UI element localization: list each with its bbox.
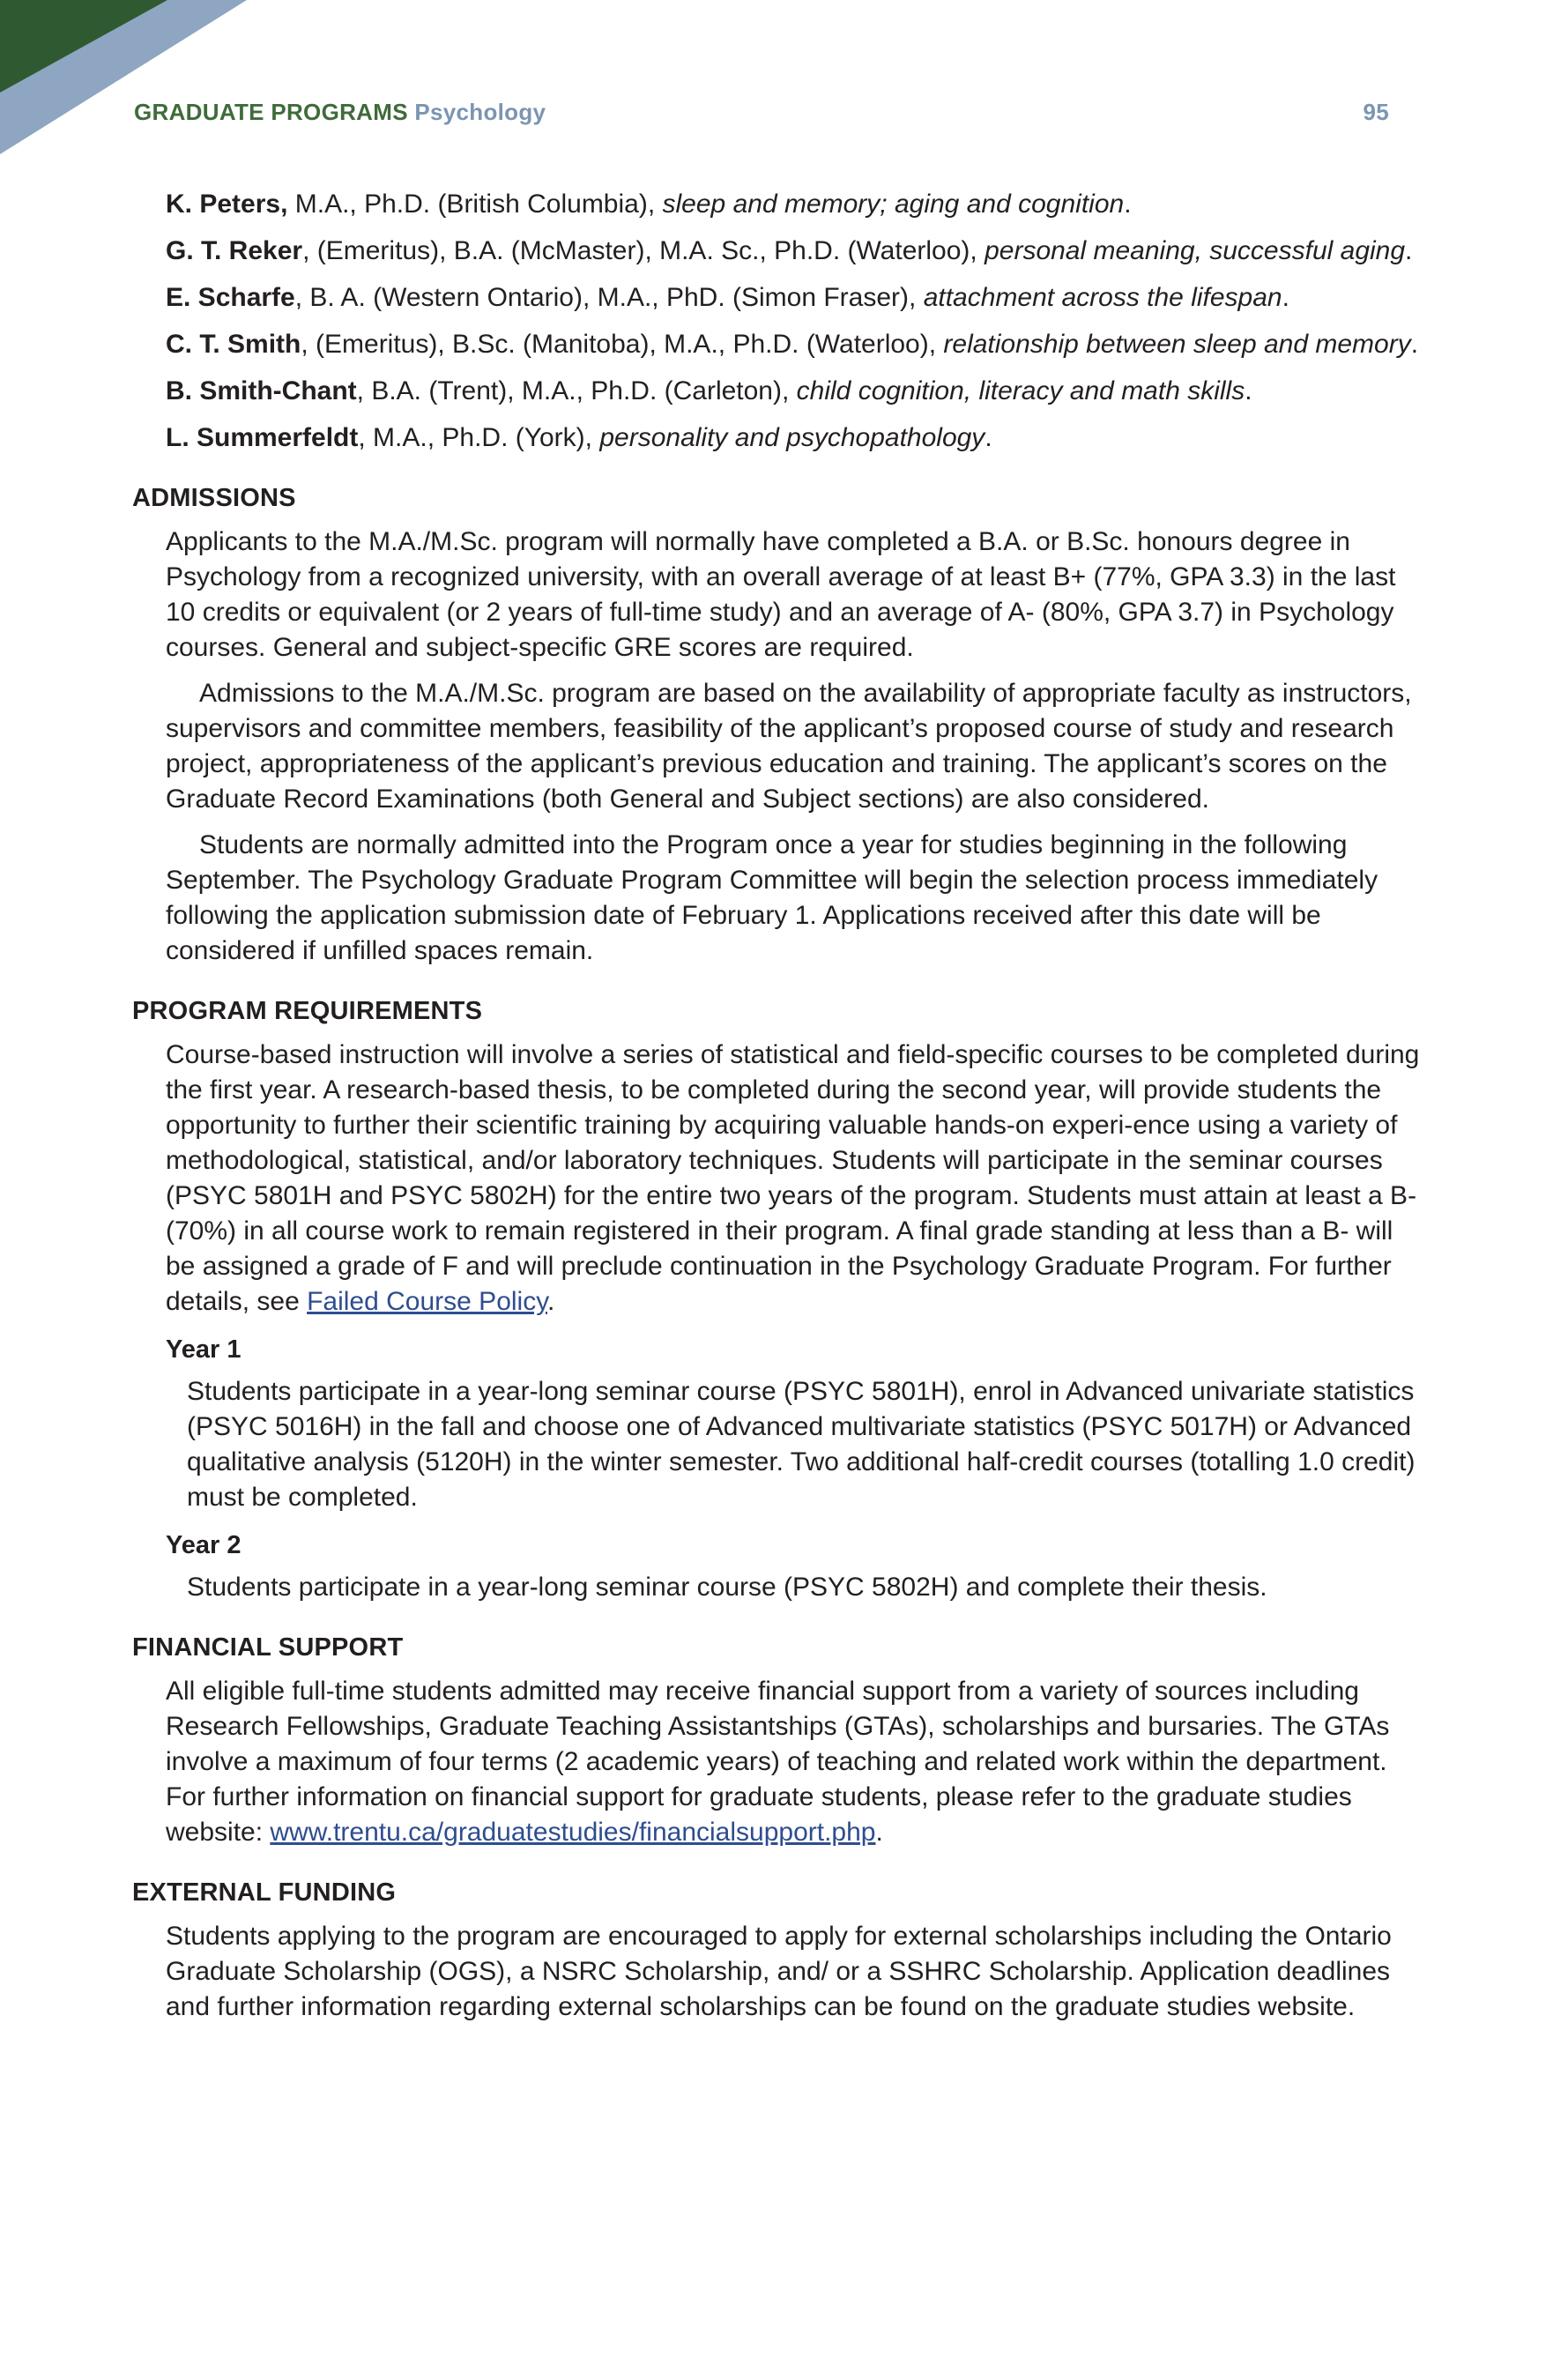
financial-support-heading: FINANCIAL SUPPORT bbox=[132, 1633, 404, 1662]
admissions-paragraph: Admissions to the M.A./M.Sc. program are based on the availability of appropriate faculty as instructors, supervisors and committee members, feasibility of the applicant’s proposed course of study and research project, appropriateness of the applicant’s previous education and training. The applicant’s scores on the Graduate Record Examinations (both General and Subject sections) are also considered. bbox=[166, 679, 1412, 814]
page-number: 95 bbox=[1363, 99, 1389, 125]
program-requirements-section bbox=[166, 1038, 1428, 1320]
year1-heading: Year 1 bbox=[166, 1335, 241, 1364]
admissions-paragraph: Students are normally admitted into the Program once a year for studies beginning in the following September. The Psychology Graduate Program Committee will begin the selection process immediately following the application submission date of February 1. Applications received after this date will be considered if unfilled spaces remain. bbox=[166, 830, 1378, 965]
year1-section bbox=[187, 1374, 1428, 1515]
page-content bbox=[132, 187, 1428, 2035]
faculty-name: G. T. Reker bbox=[166, 236, 303, 265]
year2-text: Students participate in a year-long seminar course (PSYC 5802H) and complete their thesis. bbox=[187, 1573, 1267, 1602]
header-subject: Psychology bbox=[414, 99, 546, 125]
financial-text-end: . bbox=[875, 1818, 883, 1847]
faculty-end: . bbox=[1245, 376, 1252, 405]
faculty-name: L. Summerfeldt bbox=[166, 423, 359, 452]
requirements-text-end: . bbox=[546, 1287, 555, 1316]
faculty-name: C. T. Smith bbox=[166, 330, 301, 359]
faculty-name: E. Scharfe bbox=[166, 283, 295, 312]
header-program: GRADUATE PROGRAMS bbox=[134, 99, 408, 125]
faculty-details: , M.A., Ph.D. (York), bbox=[358, 423, 600, 452]
admissions-heading: ADMISSIONS bbox=[132, 484, 296, 512]
faculty-interests: child cognition, literacy and math skills bbox=[796, 376, 1245, 405]
faculty-end: . bbox=[985, 423, 992, 452]
faculty-details: , B.A. (Trent), M.A., Ph.D. (Carleton), bbox=[356, 376, 797, 405]
financial-support-link[interactable]: www.trentu.ca/graduatestudies/financialsupport.php bbox=[270, 1818, 876, 1847]
faculty-name: B. Smith-Chant bbox=[166, 376, 357, 405]
external-funding-section bbox=[166, 1919, 1428, 2025]
faculty-entry bbox=[166, 374, 1428, 409]
faculty-end: . bbox=[1405, 236, 1413, 265]
year2-section bbox=[187, 1570, 1428, 1605]
faculty-list bbox=[132, 187, 1428, 456]
faculty-interests: personality and psychopathology bbox=[599, 423, 985, 452]
year2-heading: Year 2 bbox=[166, 1531, 241, 1559]
failed-course-policy-link[interactable]: Failed Course Policy bbox=[307, 1287, 547, 1316]
faculty-interests: relationship between sleep and memory bbox=[943, 330, 1411, 359]
requirements-text: Course-based instruction will involve a series of statistical and field-specific courses to be completed during the first year. A research-based thesis, to be completed during the second year, will provide students the opportunity to further their scientific training by acquiring valuable hands-on experi-ence using a variety of methodological, statistical, and/or laboratory techniques. Students will participate in the seminar courses (PSYC 5801H and PSYC 5802H) for the entire two years of the program. Students must attain at least a B- (70%) in all course work to remain registered in their program. A final grade standing at less than a B- will be assigned a grade of F and will preclude continuation in the Psychology Graduate Program. For further details, see bbox=[166, 1040, 1420, 1316]
faculty-details: , (Emeritus), B.Sc. (Manitoba), M.A., Ph.D. (Waterloo), bbox=[301, 330, 944, 359]
requirements-paragraph bbox=[166, 1038, 1428, 1320]
external-funding-heading: EXTERNAL FUNDING bbox=[132, 1878, 397, 1907]
faculty-details: M.A., Ph.D. (British Columbia), bbox=[287, 190, 663, 219]
financial-text: All eligible full-time students admitted may receive financial support from a variety of sources including Research Fellowships, Graduate Teaching Assistantships (GTAs), scholarships and bursaries. The GTAs involve a maximum of four terms (2 academic years) of teaching and related work within the department. For further information on financial support for graduate students, please refer to the graduate studies website: bbox=[166, 1677, 1390, 1847]
faculty-entry bbox=[166, 280, 1428, 316]
faculty-end: . bbox=[1282, 283, 1289, 312]
faculty-end: . bbox=[1410, 330, 1419, 359]
faculty-details: , (Emeritus), B.A. (McMaster), M.A. Sc., Ph.D. (Waterloo), bbox=[302, 236, 985, 265]
faculty-entry bbox=[166, 234, 1428, 269]
faculty-entry bbox=[166, 187, 1428, 222]
program-requirements-heading: PROGRAM REQUIREMENTS bbox=[132, 997, 483, 1025]
faculty-details: , B. A. (Western Ontario), M.A., PhD. (Simon Fraser), bbox=[294, 283, 924, 312]
faculty-entry bbox=[166, 420, 1428, 456]
year1-text: Students participate in a year-long seminar course (PSYC 5801H), enrol in Advanced univariate statistics (PSYC 5016H) in the fall and choose one of Advanced multivariate statistics (PSYC 5017H) or Advanced qualitative analysis (5120H) in the winter semester. Two additional half-credit courses (totalling 1.0 credit) must be completed. bbox=[187, 1377, 1416, 1512]
admissions-paragraph: Applicants to the M.A./M.Sc. program will normally have completed a B.A. or B.Sc. honours degree in Psychology from a recognized university, with an overall average of at least B+ (77%, GPA 3.3) in the last 10 credits or equivalent (or 2 years of full-time study) and an average of A- (80%, GPA 3.7) in Psychology courses. General and subject-specific GRE scores are required. bbox=[166, 527, 1396, 662]
running-header bbox=[134, 99, 1389, 126]
faculty-interests: personal meaning, successful aging bbox=[985, 236, 1406, 265]
financial-support-section bbox=[166, 1674, 1428, 1850]
faculty-interests: sleep and memory; aging and cognition bbox=[662, 190, 1125, 219]
faculty-name: K. Peters, bbox=[166, 190, 288, 219]
faculty-end: . bbox=[1124, 190, 1132, 219]
external-funding-paragraph: Students applying to the program are encouraged to apply for external scholarships including the Ontario Graduate Scholarship (OGS), a NSRC Scholarship, and/ or a SSHRC Scholarship. Application deadlines and further information regarding external scholarships can be found on the graduate studies website. bbox=[166, 1922, 1392, 2021]
financial-paragraph bbox=[166, 1674, 1428, 1850]
admissions-section bbox=[166, 524, 1428, 969]
corner-decoration bbox=[0, 0, 247, 159]
faculty-interests: attachment across the lifespan bbox=[923, 283, 1282, 312]
faculty-entry bbox=[166, 327, 1428, 362]
